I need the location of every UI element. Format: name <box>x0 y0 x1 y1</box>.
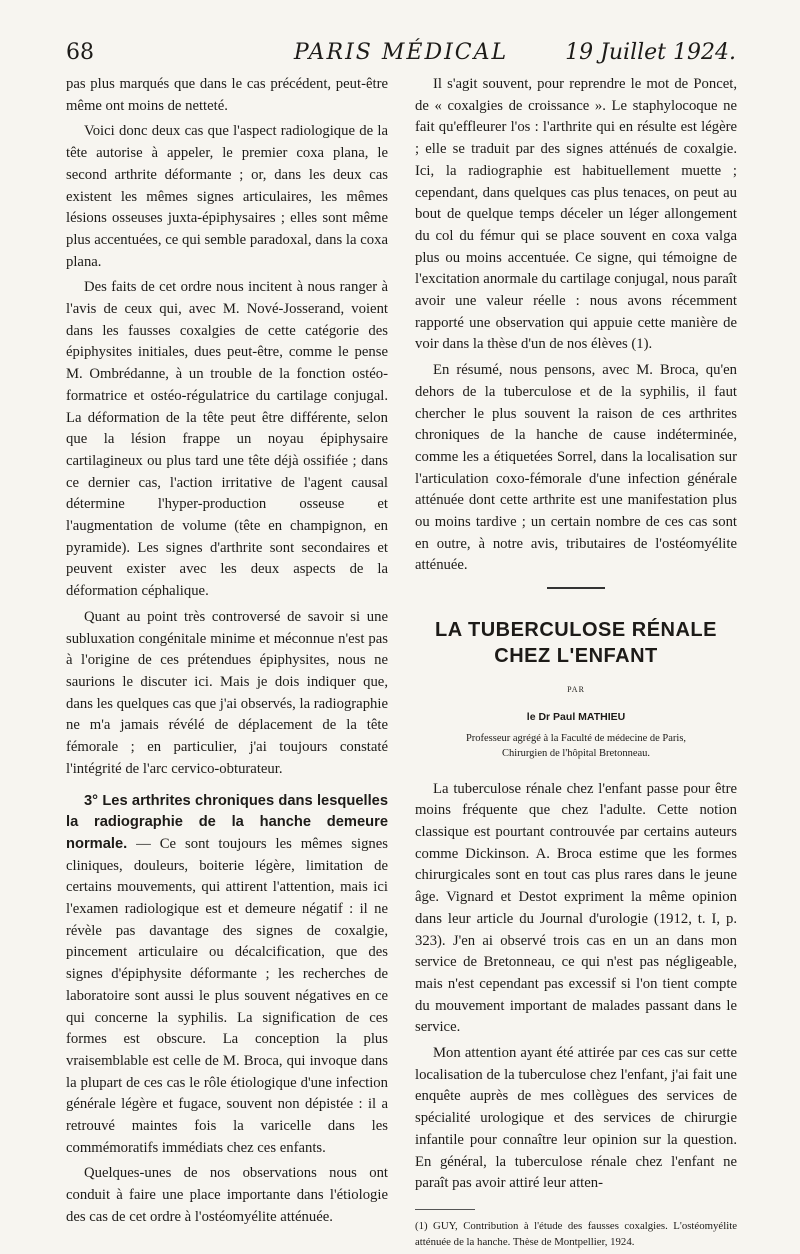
article-title-line-1: LA TUBERCULOSE RÉNALE <box>435 619 717 642</box>
journal-title: PARIS MÉDICAL <box>293 40 509 65</box>
left-column <box>66 74 388 1233</box>
spacer <box>415 761 737 779</box>
author-affiliation: Chirurgien de l'hôpital Bretonneau. <box>501 747 651 759</box>
paragraph: Des faits de cet ordre nous incitent à nous ranger à l'avis de ceux qui, avec M. Nové-Josserand, voient dans les fausses coxalgies de cette catégorie des épiphysites initiales, dues peut-être, comme le pense M. Ombrédanne, à un trouble de la fonction ostéo-formatrice et ostéo-régulatrice du cartilage conjugal. La déformation de la tête peut être différente, selon que la lésion frappe un noyau épiphysaire cartilagineux ou plus tard une tête déjà ossifiée ; dans ce dernier cas, l'action irritative de l'agent causal détermine l'hyper-production osseuse et l'augmentation de volume (tête en champignon, en pyramide). Les signes d'arthrite sont secondaires et peuvent exister avec les deux aspects de la déformation céphalique. <box>66 279 388 600</box>
paragraph: En résumé, nous pensons, avec M. Broca, qu'en dehors de la tuberculose et de la syphilis, il faut chercher le plus souvent la raison de ces arthrites chroniques de la hanche de cause indéterminée, comme les a étiquetées Sorrel, dans la localisation sur l'articulation coxo-fémorale d'une infection générale atténuée dont cette arthrite est une manifestation plus ou moins tardive ; un certain nombre de ces cas sont en outre, à notre avis, tributaires de l'ostéomyélite atténuée. <box>415 362 737 574</box>
paragraph: Quant au point très controversé de savoir si une subluxation congénitale minime et méconnue n'est pas à l'origine de ces prétendues épiphysites, nous ne saurions le discuter ici. Mais je dois indiquer que, dans les quelques cas que j'ai observés, la radiographie ne m'a jamais révélé de déplacement de la tête fémorale ; en particulier, j'ai toujours constaté l'intégrité de l'arc cervico-obturateur. <box>66 608 388 777</box>
section-divider <box>547 587 605 589</box>
section-heading: 3° Les arthrites chroniques dans lesquelles la radiographie de la hanche demeure normale. <box>66 792 388 852</box>
footnote: (1) GUY, Contribution à l'étude des fausses coxalgies. L'ostéomyélite atténuée de la hanche. Thèse de Montpellier, 1924. <box>415 1219 737 1248</box>
author-name: le Dr Paul MATHIEU <box>526 710 626 723</box>
paragraph: Quelques-unes de nos observations nous ont conduit à faire une place importante dans l'étiologie des cas de cet ordre à l'ostéomyélite atténuée. <box>66 1165 388 1225</box>
article-title-line-2: CHEZ L'ENFANT <box>494 645 658 668</box>
running-header <box>66 40 736 68</box>
paragraph: La tuberculose rénale chez l'enfant passe pour être moins fréquente que chez l'adulte. Cette notion classique est pourtant controuvée par certains auteurs comme Dickinson. A. Broca estime que les formes chirurgicales sont en tout cas plus rares dans le jeune âge. Vignard et Destot expriment la même opinion dans leur article du Journal d'urologie (1912, t. I, p. 323). J'en ai observé trois cas en un an dans mon service de Bretonneau, ce qui n'est pas négligeable, mais n'est cependant pas excessif si l'on tient compte du mouvement important de malades passant dans le service. <box>415 780 737 1036</box>
section-body: — Ce sont toujours les mêmes signes cliniques, douleurs, boiterie légère, limitation de certains mouvements, qui attirent l'attention, mais ici l'examen radiologique est et demeure négatif : il ne révèle pas davantage des signes de coxalgie, pincement articulaire ou décalcification, que des signes d'épiphysite déformante ; les recherches de laboratoire sont aussi le plus souvent négatives en ce qui concerne la syphilis. La signification de ces formes est obscure. La conception la plus vraisemblable est celle de M. Broca, qui invoque dans la plupart de ces cas le rôle étiologique d'une infection générale légère et fugace, souvent non dépistée : il a retrouvé maintes fois la varicelle dans les commémoratifs immédiats chez ces enfants. <box>66 835 388 1156</box>
footnote-divider <box>415 1209 475 1210</box>
issue-date: 19 Juillet 1924. <box>565 40 736 65</box>
paragraph: Il s'agit souvent, pour reprendre le mot de Poncet, de « coxalgies de croissance ». Le staphylocoque ne fait qu'effleurer l'os : l'arthrite qui en résulte est légère ; elle se traduit par des signes atténués de coxalgie. Ici, la radiographie est habituellement muette ; cependant, dans quelques cas plus tenaces, on peut au bout de quelque temps déceler un léger allongement du col du fémur qui se place souvent en coxa valga plus ou moins accentuée. Ce signe, qui témoigne de l'excitation anormale du cartilage conjugal, nous paraît avoir une valeur réelle : nous avons récemment rapporté une observation qui appuie cette manière de voir dans la thèse d'un de nos élèves (1). <box>415 76 737 353</box>
byline-par: PAR <box>567 685 585 695</box>
right-column <box>415 74 737 1254</box>
page-number: 68 <box>66 40 94 65</box>
paragraph: Voici donc deux cas que l'aspect radiologique de la tête autorise à appeler, le premier coxa plana, le second arthrite déformante ; or, dans les deux cas existent les mêmes signes articulaires, les mêmes lésions osseuses juxta-épiphysaires ; elles sont même plus accentuées, ce qui semble paradoxal, dans la coxa plana. <box>66 123 388 270</box>
section-paragraph <box>66 791 388 1160</box>
author-affiliation: Professeur agrégé à la Faculté de médecine de Paris, <box>465 732 687 744</box>
paragraph: Mon attention ayant été attirée par ces cas sur cette localisation de la tuberculose chez l'enfant, j'ai fait une enquête auprès de mes collègues des services de spécialité urologique et des services de chirurgie infantile pour connaître leur opinion sur la question. En général, la tuberculose rénale chez l'enfant ne paraît pas avoir attiré leur atten- <box>415 1045 737 1192</box>
paragraph: pas plus marqués que dans le cas précédent, peut-être même ont moins de netteté. <box>66 76 388 114</box>
